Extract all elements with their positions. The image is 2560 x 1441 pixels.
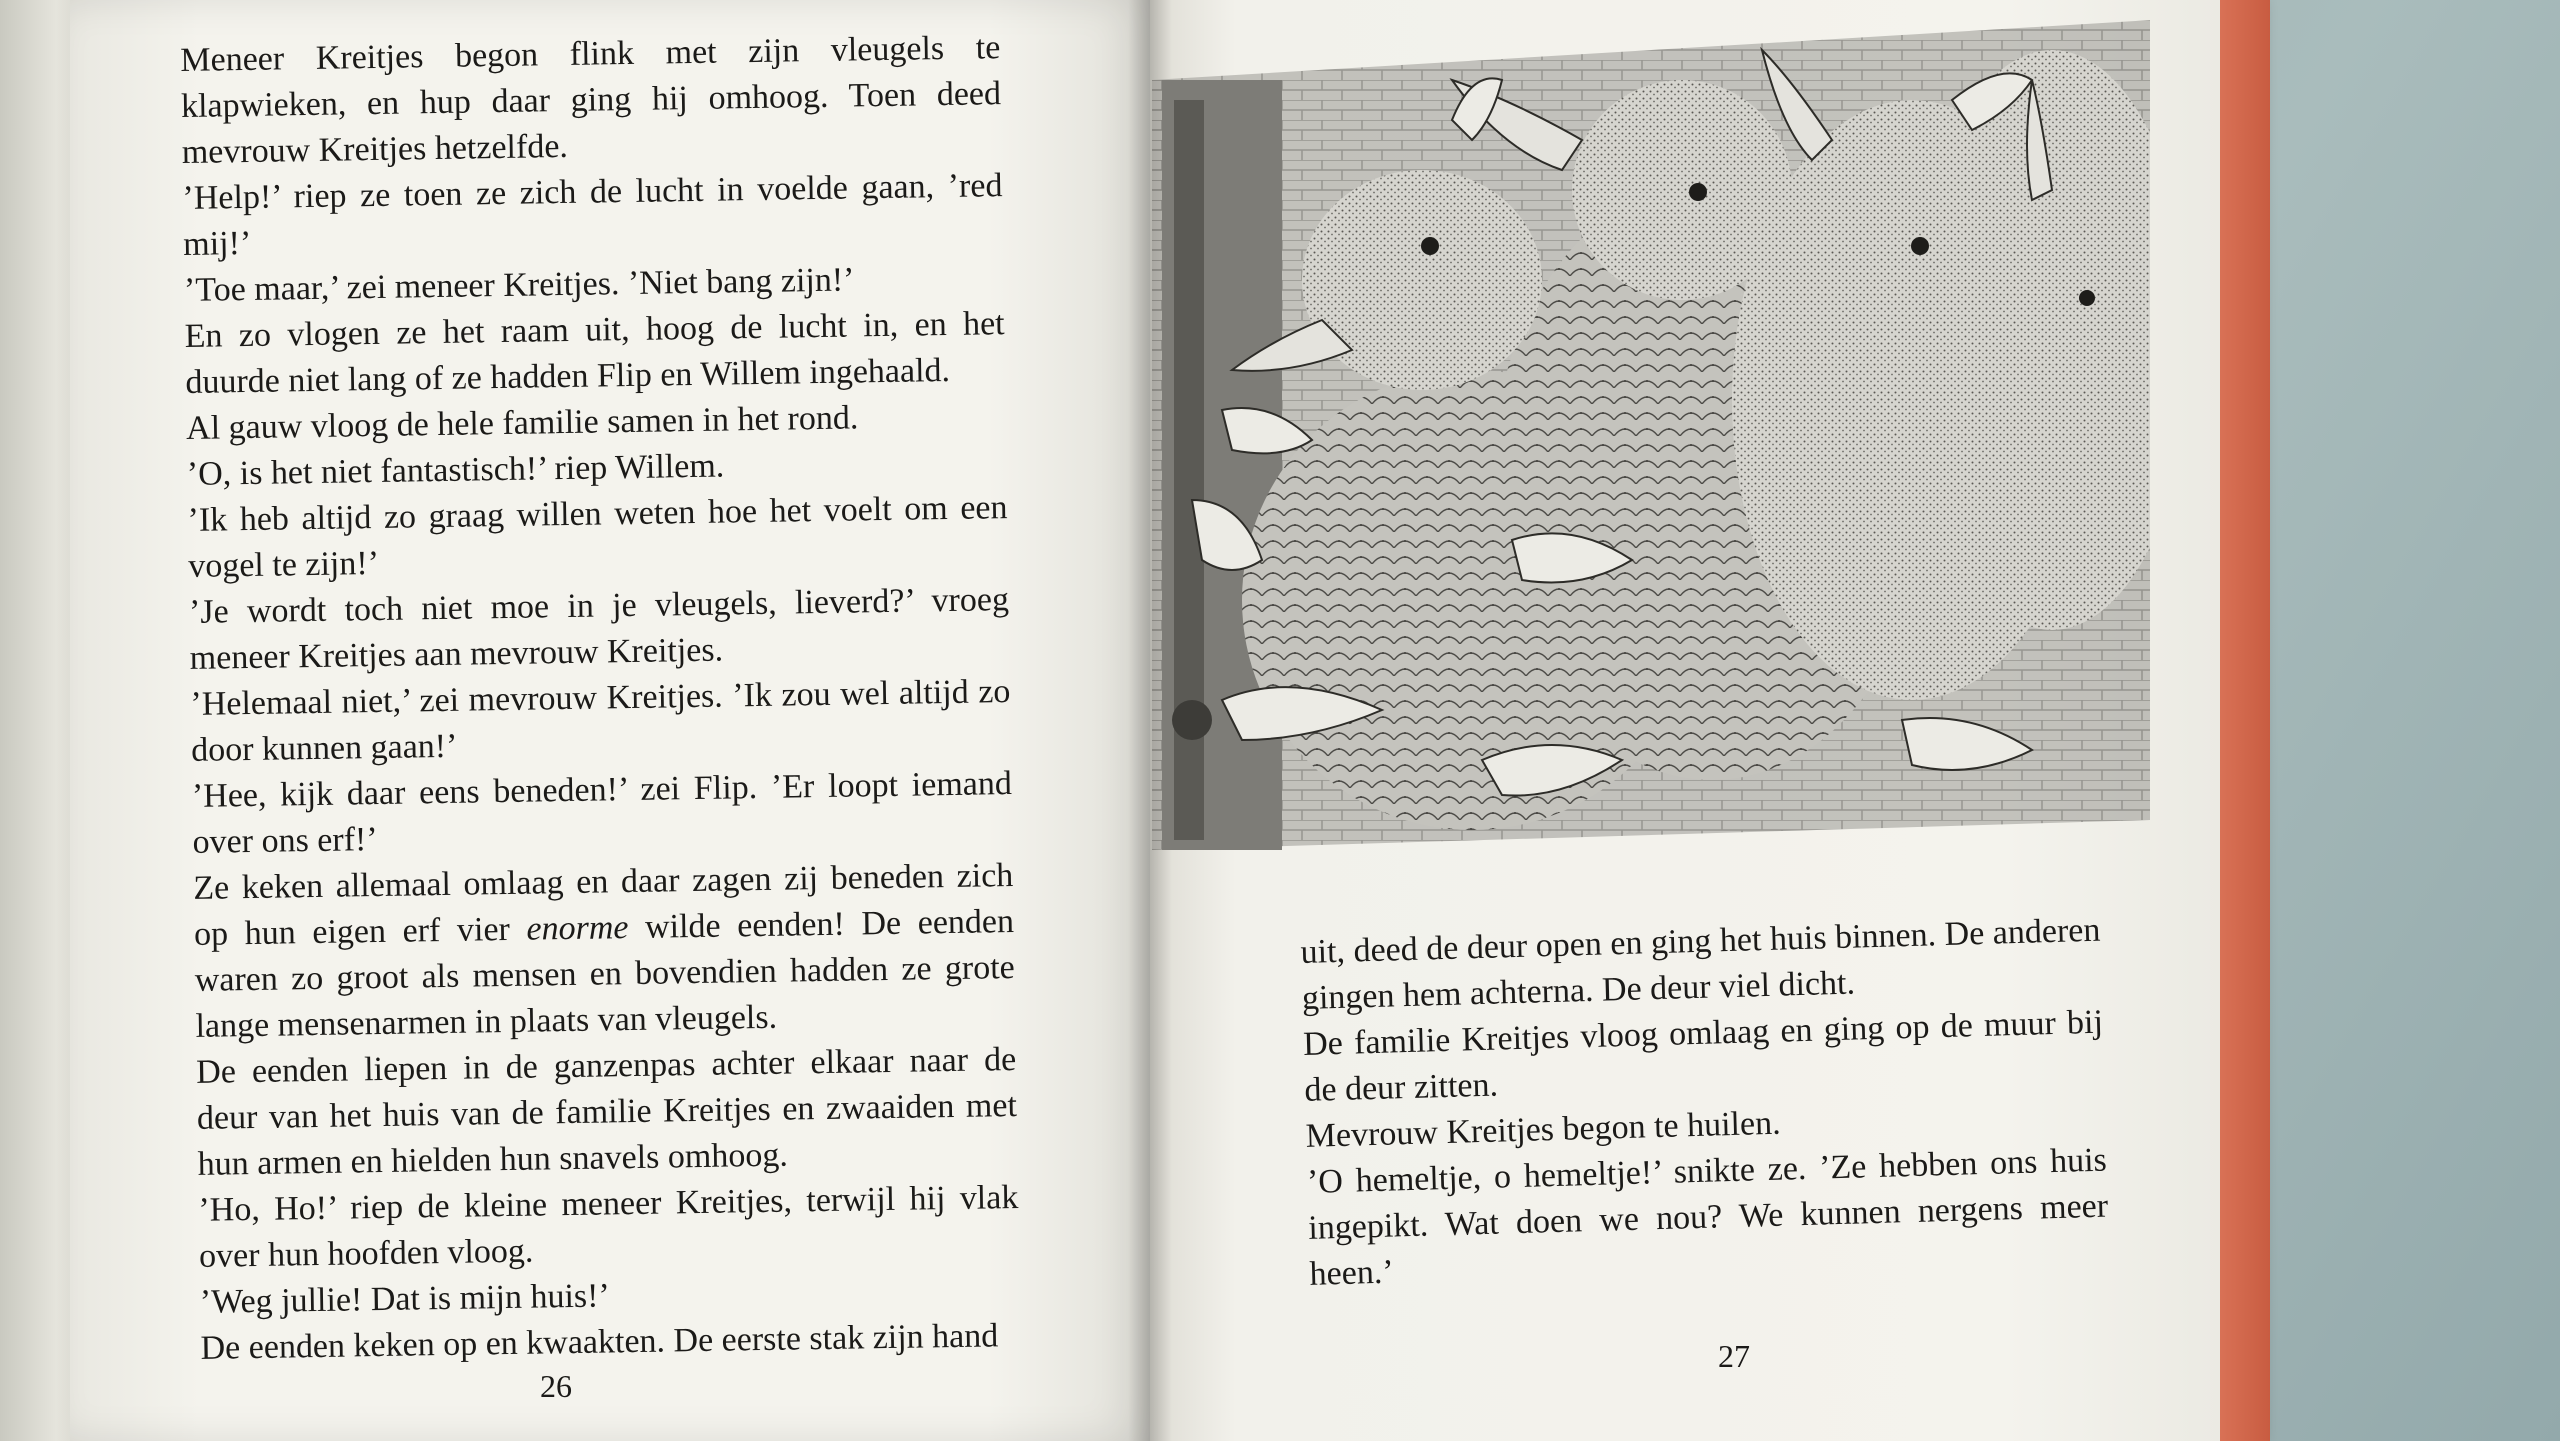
paragraph: Meneer Kreitjes begon flink met zijn vleugels te klapwieken, en hup daar ging hij omhoog. Toen deed mevrouw Kreitjes hetzelfde. <box>180 29 1002 171</box>
paragraph: uit, deed de deur open en ging het huis binnen. De anderen gingen hem achterna. De deur viel dicht. <box>1300 911 2101 1017</box>
text-segment: wilde eenden! De eenden waren zo groot als mensen en bovendien hadden ze grote lange mensenarmen in plaats van vleugels. <box>194 903 1015 1045</box>
paragraph: ’Weg jullie! Dat is mijn huis!’ <box>199 1277 611 1321</box>
paragraph: De eenden keken op en kwaakten. De eerste stak zijn hand <box>200 1317 999 1367</box>
right-page-text <box>1300 908 2110 1298</box>
paragraph-enorme <box>193 853 1016 1050</box>
paragraph: ’Ik heb altijd zo graag willen weten hoe het voelt om een vogel te zijn!’ <box>187 489 1008 585</box>
paragraph: ’O hemeltje, o hemeltje!’ snikte ze. ’Ze hebben ons huis ingepikt. Wat doen we nou? We kunnen nergens meer heen.’ <box>1306 1141 2109 1293</box>
paragraph: ’Helemaal niet,’ zei mevrouw Kreitjes. ’Ik zou wel altijd zo door kunnen gaan!’ <box>190 673 1011 769</box>
paragraph: De eenden liepen in de ganzenpas achter elkaar naar de deur van het huis van de familie Kreitjes en zwaaiden met hun armen en hielden hun snavels omhoog. <box>195 1040 1018 1183</box>
paragraph: ’O, is het niet fantastisch!’ riep Willem. <box>186 447 725 493</box>
left-page-stack <box>0 0 80 1441</box>
paragraph: ’Hee, kijk daar eens beneden!’ zei Flip. ’Er loopt iemand over ons erf!’ <box>191 765 1013 861</box>
paragraph: Mevrouw Kreitjes begon te huilen. <box>1305 1104 1782 1155</box>
left-page-text <box>180 25 1021 1372</box>
paragraph: ’Toe maar,’ zei meneer Kreitjes. ’Niet bang zijn!’ <box>183 261 855 309</box>
page-number-left: 26 <box>540 1368 572 1404</box>
paragraph: ’Je wordt toch niet moe in je vleugels, lieverd?’ vroeg meneer Kreitjes aan mevrouw Kreitjes. <box>188 581 1010 677</box>
duck-illustration <box>1152 20 2150 850</box>
text-segment: Ze keken allemaal omlaag en daar zagen zij beneden zich op hun eigen erf vier <box>193 857 1014 953</box>
paragraph: De familie Kreitjes vloog omlaag en ging op de muur bij de deur zitten. <box>1302 1003 2104 1109</box>
paragraph: Al gauw vloog de hele familie samen in het rond. <box>185 399 859 447</box>
page-number-right: 27 <box>1718 1338 1750 1374</box>
paragraph: En zo vlogen ze het raam uit, hoog de lucht in, en het duurde niet lang of ze hadden Flip en Willem ingehaald. <box>184 305 1005 401</box>
emphasis-word: enorme <box>526 909 629 948</box>
paragraph: ’Ho, Ho!’ riep de kleine meneer Kreitjes, terwijl hij vlak over hun hoofden vloog. <box>198 1178 1019 1275</box>
paragraph: ’Help!’ riep ze toen ze zich de lucht in voelde gaan, ’red mij!’ <box>182 167 1003 263</box>
